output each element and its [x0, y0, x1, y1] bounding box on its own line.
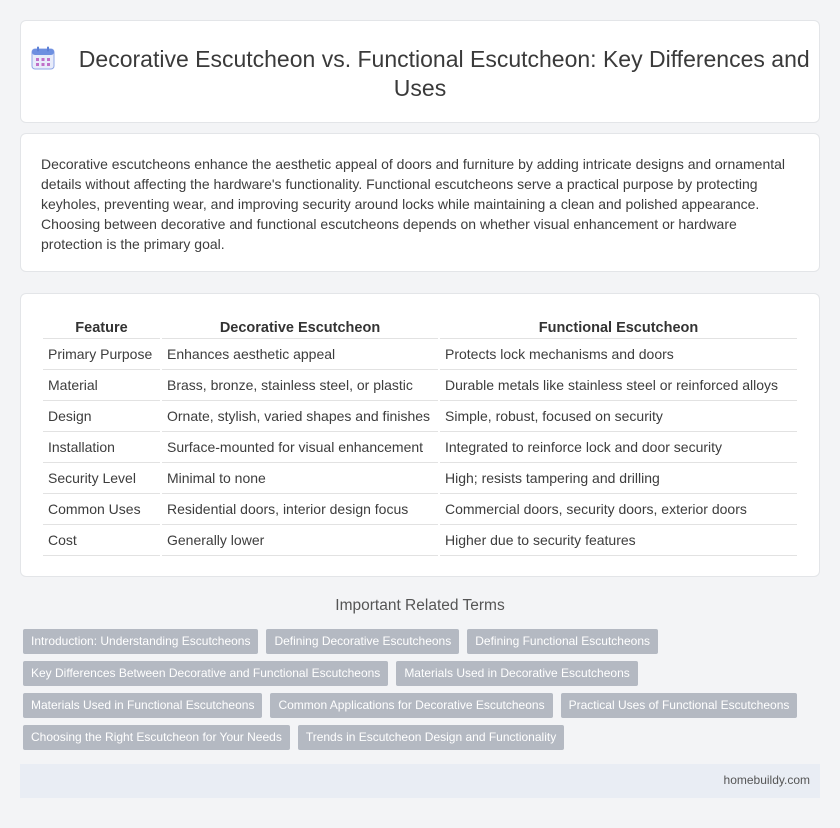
table-row — [43, 369, 797, 400]
table-cell: Ornate, stylish, varied shapes and finishes — [161, 400, 439, 431]
related-tag[interactable]: Common Applications for Decorative Escutcheons — [270, 693, 552, 718]
table-row — [43, 462, 797, 493]
table-cell: Higher due to security features — [439, 524, 797, 555]
table-cell: Design — [43, 400, 161, 431]
footer-site[interactable]: homebuildy.com — [723, 773, 810, 787]
table-cell: Minimal to none — [161, 462, 439, 493]
title-wrap — [21, 45, 819, 103]
table-cell: Residential doors, interior design focus — [161, 493, 439, 524]
table-cell: Brass, bronze, stainless steel, or plastic — [161, 369, 439, 400]
related-tag-row — [23, 725, 572, 750]
table-cell: Protects lock mechanisms and doors — [439, 338, 797, 369]
related-tag-row — [23, 661, 646, 686]
related-tag[interactable]: Key Differences Between Decorative and Functional Escutcheons — [23, 661, 388, 686]
table-cell: Generally lower — [161, 524, 439, 555]
related-tag-row — [23, 629, 666, 654]
related-tag[interactable]: Choosing the Right Escutcheon for Your Needs — [23, 725, 290, 750]
related-tag[interactable]: Trends in Escutcheon Design and Functionality — [298, 725, 564, 750]
related-tag-row — [23, 693, 805, 718]
footer — [20, 764, 820, 798]
page-title: Decorative Escutcheon vs. Functional Escutcheon: Key Differences and Uses — [78, 46, 810, 101]
table-header-row — [43, 316, 797, 338]
related-tag[interactable]: Materials Used in Decorative Escutcheons — [396, 661, 637, 686]
related-tag[interactable]: Materials Used in Functional Escutcheons — [23, 693, 262, 718]
table-row — [43, 338, 797, 369]
header-functional: Functional Escutcheon — [439, 316, 797, 338]
table-cell: Security Level — [43, 462, 161, 493]
table-cell: Durable metals like stainless steel or reinforced alloys — [439, 369, 797, 400]
table-cell: Enhances aesthetic appeal — [161, 338, 439, 369]
table-row — [43, 493, 797, 524]
table-cell: High; resists tampering and drilling — [439, 462, 797, 493]
table-cell: Simple, robust, focused on security — [439, 400, 797, 431]
table-row — [43, 400, 797, 431]
calendar-icon — [30, 45, 56, 71]
table-cell: Installation — [43, 431, 161, 462]
table-cell: Cost — [43, 524, 161, 555]
table-cell: Common Uses — [43, 493, 161, 524]
table-body — [43, 338, 797, 555]
comparison-table — [43, 316, 797, 556]
table-cell: Primary Purpose — [43, 338, 161, 369]
related-tag[interactable]: Defining Functional Escutcheons — [467, 629, 658, 654]
related-terms-title: Important Related Terms — [335, 597, 505, 614]
header-feature: Feature — [43, 316, 161, 338]
table-row — [43, 524, 797, 555]
table-cell: Material — [43, 369, 161, 400]
comparison-card — [20, 293, 820, 577]
table-cell: Surface-mounted for visual enhancement — [161, 431, 439, 462]
related-tag[interactable]: Practical Uses of Functional Escutcheons — [561, 693, 798, 718]
header-card — [20, 20, 820, 123]
header-decorative: Decorative Escutcheon — [161, 316, 439, 338]
related-tag[interactable]: Defining Decorative Escutcheons — [266, 629, 459, 654]
table-cell: Integrated to reinforce lock and door security — [439, 431, 797, 462]
table-row — [43, 431, 797, 462]
related-tag[interactable]: Introduction: Understanding Escutcheons — [23, 629, 258, 654]
table-cell: Commercial doors, security doors, exterior doors — [439, 493, 797, 524]
intro-paragraph: Decorative escutcheons enhance the aesthetic appeal of doors and furniture by adding intricate designs and ornamental details without affecting the hardware's functionality. Functional escutcheons serve a practical purpose by protecting keyholes, preventing wear, and improving security around locks while maintaining a clean and polished appearance. Choosing between decorative and functional escutcheons depends on whether visual enhancement or hardware protection is the primary goal. — [41, 156, 786, 252]
intro-card — [20, 133, 820, 272]
